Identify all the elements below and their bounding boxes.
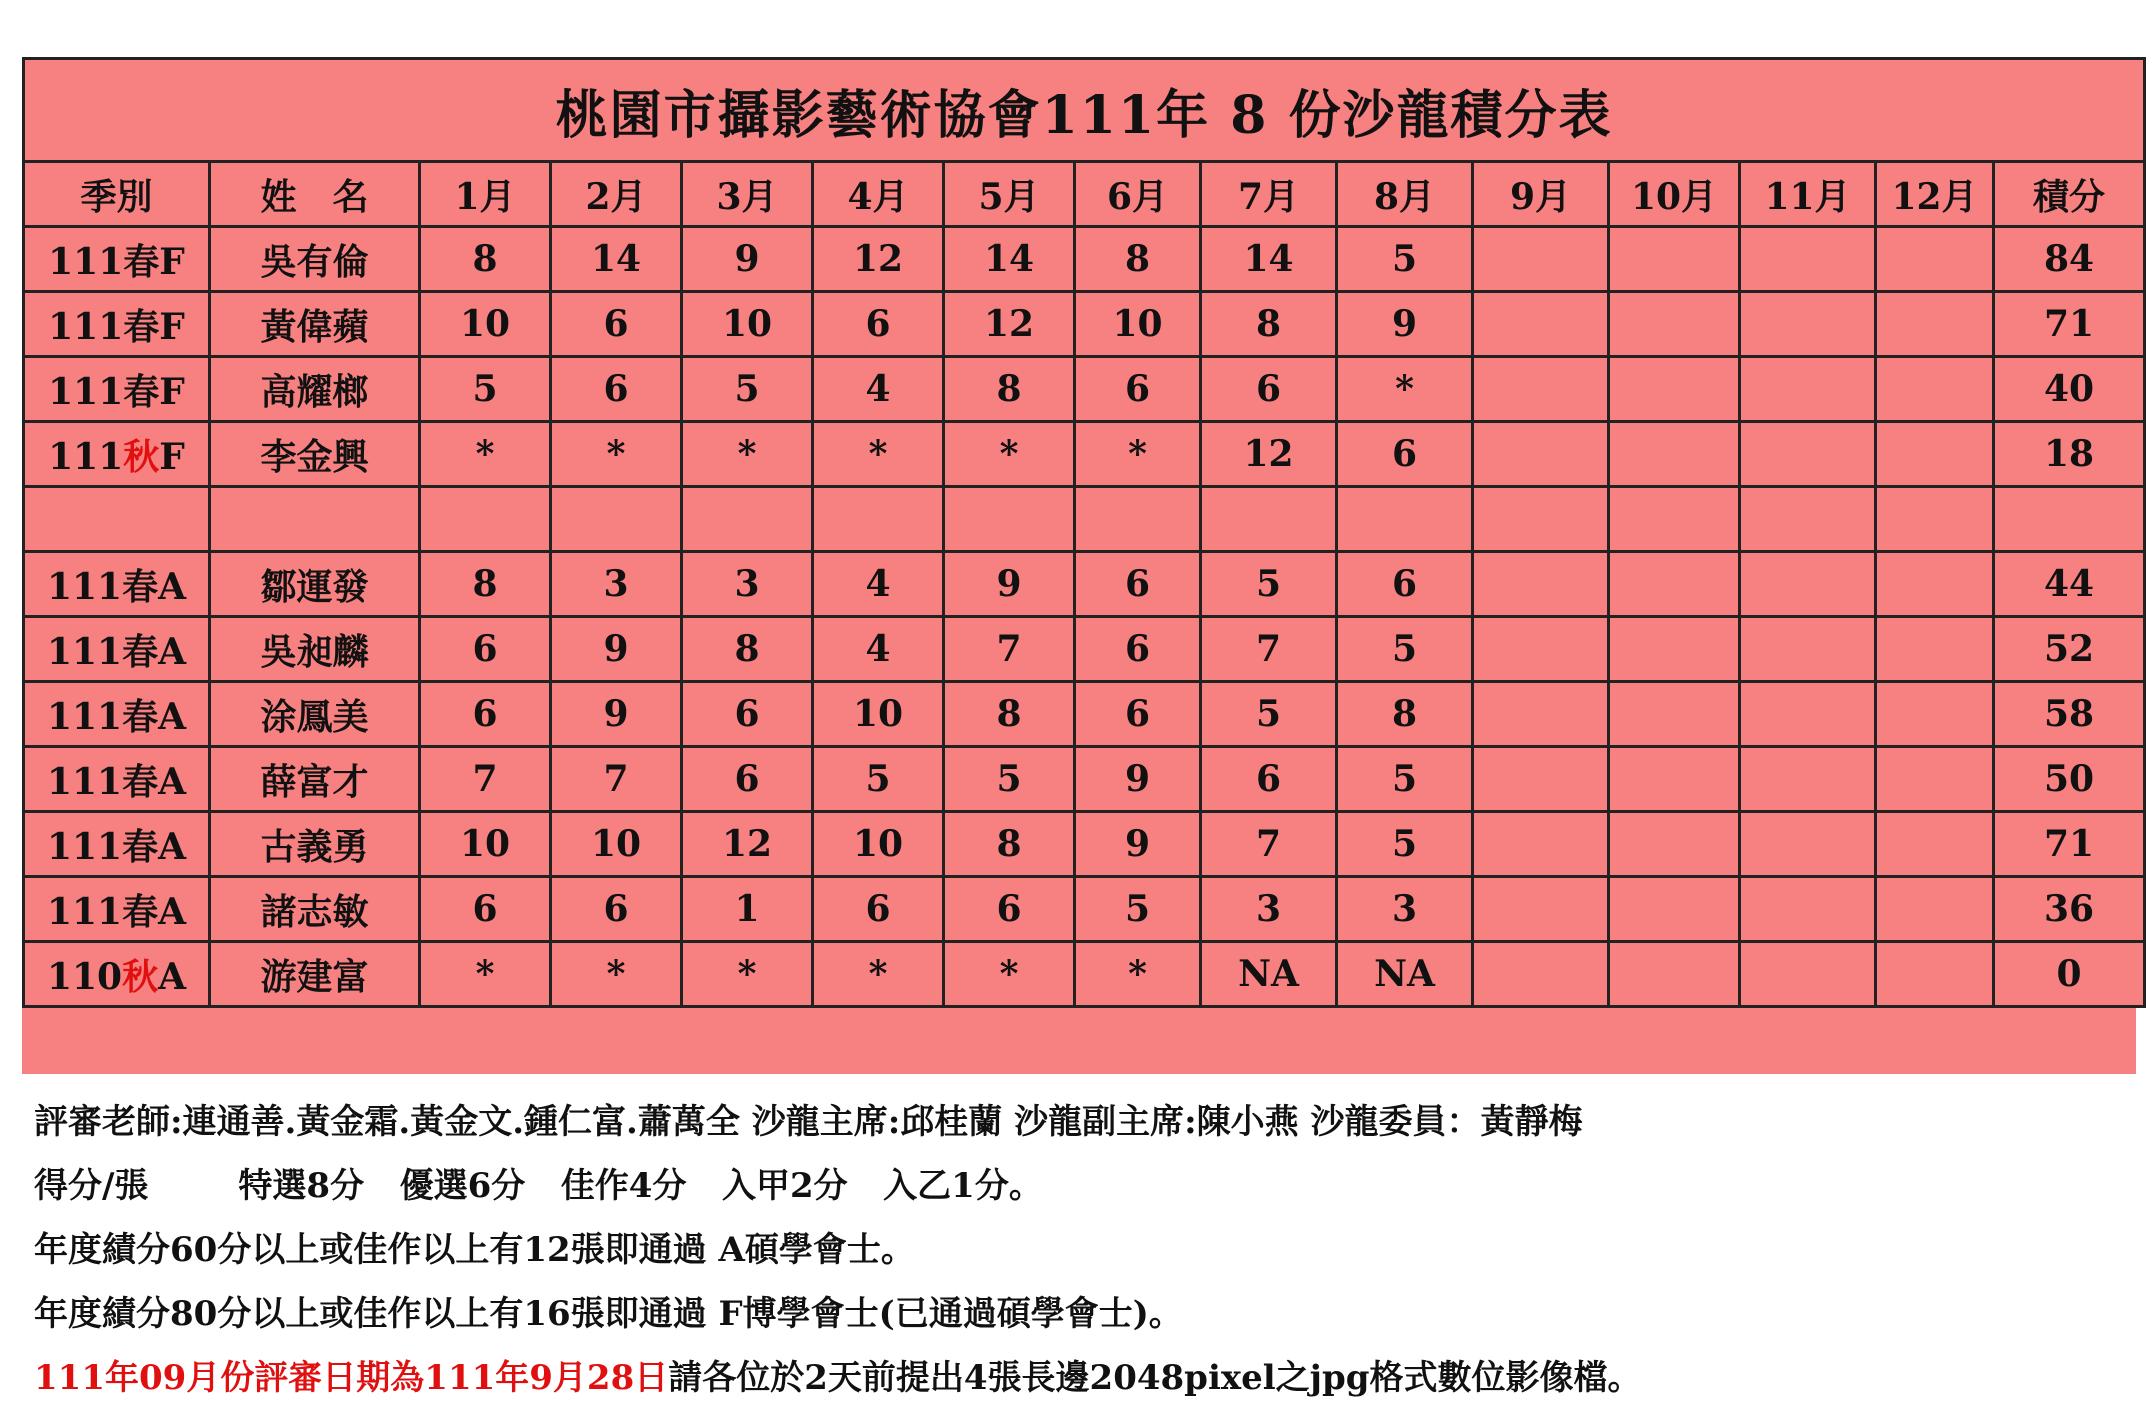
score-cell: 8 — [420, 552, 551, 617]
total-cell: 18 — [1994, 422, 2145, 487]
empty-cell — [1740, 487, 1876, 552]
total-cell: 71 — [1994, 292, 2145, 357]
score-cell: 6 — [551, 292, 682, 357]
column-header: 4月 — [813, 162, 944, 227]
table-row — [24, 682, 2145, 747]
table-row — [24, 617, 2145, 682]
empty-cell — [944, 487, 1075, 552]
score-cell: 6 — [944, 877, 1075, 942]
empty-cell — [1994, 487, 2145, 552]
score-cell — [1473, 682, 1609, 747]
score-cell: 5 — [1337, 227, 1473, 292]
score-cell: 3 — [1337, 877, 1473, 942]
notes-section — [34, 1090, 1642, 1410]
score-cell: 6 — [420, 682, 551, 747]
points-item: 優選6分 — [399, 1166, 526, 1206]
member-name-cell: 薛富才 — [210, 747, 420, 812]
member-name-cell: 諸志敏 — [210, 877, 420, 942]
season-cell: 111春A — [24, 747, 210, 812]
score-cell: 10 — [813, 812, 944, 877]
score-cell: 9 — [1075, 812, 1201, 877]
score-cell — [1609, 552, 1740, 617]
season-cell: 111春A — [24, 552, 210, 617]
total-cell: 36 — [1994, 877, 2145, 942]
column-header: 9月 — [1473, 162, 1609, 227]
season-cell: 111春A — [24, 877, 210, 942]
score-cell — [1609, 682, 1740, 747]
score-cell — [1740, 877, 1876, 942]
member-name-cell: 吳有倫 — [210, 227, 420, 292]
total-cell: 44 — [1994, 552, 2145, 617]
score-cell: 5 — [1201, 552, 1337, 617]
score-cell: 10 — [420, 292, 551, 357]
score-cell: 5 — [1337, 617, 1473, 682]
score-cell — [1473, 617, 1609, 682]
score-cell: 5 — [1075, 877, 1201, 942]
score-cell: 9 — [1075, 747, 1201, 812]
total-cell: 50 — [1994, 747, 2145, 812]
column-header: 7月 — [1201, 162, 1337, 227]
score-cell — [1740, 552, 1876, 617]
score-cell: 6 — [1075, 357, 1201, 422]
score-cell: 6 — [682, 682, 813, 747]
score-cell — [1740, 292, 1876, 357]
score-cell — [1609, 617, 1740, 682]
score-cell: 6 — [1075, 617, 1201, 682]
table-footer-band — [22, 1008, 2136, 1074]
score-cell: 7 — [1201, 812, 1337, 877]
score-cell: 6 — [1201, 747, 1337, 812]
score-cell — [1740, 812, 1876, 877]
score-cell: 6 — [1337, 552, 1473, 617]
table-row — [24, 227, 2145, 292]
score-cell: * — [813, 422, 944, 487]
score-cell — [1876, 617, 1994, 682]
score-cell — [1473, 877, 1609, 942]
score-cell — [1740, 682, 1876, 747]
score-cell — [1740, 357, 1876, 422]
score-cell: 8 — [1201, 292, 1337, 357]
score-cell: 8 — [944, 812, 1075, 877]
season-cell: 110秋A — [24, 942, 210, 1007]
score-cell: 10 — [551, 812, 682, 877]
score-cell — [1876, 877, 1994, 942]
empty-cell — [1337, 487, 1473, 552]
column-header: 8月 — [1337, 162, 1473, 227]
member-name-cell: 鄒運發 — [210, 552, 420, 617]
score-cell — [1473, 552, 1609, 617]
score-cell — [1876, 292, 1994, 357]
score-sheet — [22, 57, 2136, 1074]
score-cell: * — [1075, 942, 1201, 1007]
deadline-line — [34, 1346, 1642, 1410]
score-cell: 6 — [813, 292, 944, 357]
score-cell: 9 — [551, 617, 682, 682]
score-cell: 12 — [944, 292, 1075, 357]
score-cell — [1876, 422, 1994, 487]
member-name-cell: 古義勇 — [210, 812, 420, 877]
score-cell: 8 — [1337, 682, 1473, 747]
score-cell: 5 — [420, 357, 551, 422]
score-cell: 8 — [944, 682, 1075, 747]
score-cell: 4 — [813, 617, 944, 682]
season-cell: 111春F — [24, 292, 210, 357]
season-cell: 111春A — [24, 682, 210, 747]
page-title: 桃園市攝影藝術協會111年 8 份沙龍積分表 — [24, 59, 2145, 162]
score-table — [22, 57, 2146, 1008]
score-cell: NA — [1337, 942, 1473, 1007]
score-cell: 6 — [1201, 357, 1337, 422]
score-cell: 14 — [944, 227, 1075, 292]
score-cell: * — [682, 942, 813, 1007]
column-header: 6月 — [1075, 162, 1201, 227]
column-header: 2月 — [551, 162, 682, 227]
score-cell: 4 — [813, 552, 944, 617]
points-item: 特選8分 — [238, 1166, 365, 1206]
score-cell: 8 — [944, 357, 1075, 422]
season-cell: 111春A — [24, 617, 210, 682]
score-cell — [1609, 292, 1740, 357]
score-cell — [1740, 617, 1876, 682]
score-cell: 10 — [682, 292, 813, 357]
score-cell: * — [944, 422, 1075, 487]
score-cell: 6 — [420, 877, 551, 942]
column-header: 10月 — [1609, 162, 1740, 227]
score-cell: * — [1075, 422, 1201, 487]
score-cell: 10 — [1075, 292, 1201, 357]
score-cell: * — [551, 942, 682, 1007]
empty-cell — [210, 487, 420, 552]
empty-cell — [1876, 487, 1994, 552]
season-cell: 111秋F — [24, 422, 210, 487]
member-name-cell: 涂鳳美 — [210, 682, 420, 747]
score-cell: 8 — [420, 227, 551, 292]
season-cell: 111春A — [24, 812, 210, 877]
member-name-cell: 吳昶麟 — [210, 617, 420, 682]
score-cell: 7 — [1201, 617, 1337, 682]
rule-f-line: 年度績分80分以上或佳作以上有16張即通過 F博學會士(已通過碩學會士)。 — [34, 1294, 1183, 1334]
deadline-instructions: 請各位於2天前提出4張長邊2048pixel之jpg格式數位影像檔。 — [668, 1358, 1642, 1398]
score-cell: 9 — [1337, 292, 1473, 357]
score-cell: 10 — [420, 812, 551, 877]
table-row — [24, 422, 2145, 487]
member-name-cell: 黃偉蘋 — [210, 292, 420, 357]
score-cell — [1473, 357, 1609, 422]
score-cell: 6 — [1075, 682, 1201, 747]
score-cell: 3 — [682, 552, 813, 617]
score-cell: 14 — [551, 227, 682, 292]
score-cell: 6 — [682, 747, 813, 812]
score-cell: NA — [1201, 942, 1337, 1007]
table-row — [24, 357, 2145, 422]
score-cell: 6 — [813, 877, 944, 942]
score-cell — [1876, 747, 1994, 812]
header-row — [24, 162, 2145, 227]
column-header: 3月 — [682, 162, 813, 227]
score-cell — [1609, 422, 1740, 487]
score-cell — [1473, 812, 1609, 877]
score-cell — [1473, 422, 1609, 487]
score-cell: 5 — [1201, 682, 1337, 747]
score-cell — [1473, 942, 1609, 1007]
score-cell — [1609, 877, 1740, 942]
score-cell — [1876, 812, 1994, 877]
score-cell — [1473, 292, 1609, 357]
score-cell — [1740, 422, 1876, 487]
score-cell: 8 — [1075, 227, 1201, 292]
empty-cell — [1201, 487, 1337, 552]
empty-cell — [1473, 487, 1609, 552]
score-cell: 5 — [1337, 812, 1473, 877]
score-cell: 3 — [551, 552, 682, 617]
score-cell: 9 — [682, 227, 813, 292]
column-header: 季別 — [24, 162, 210, 227]
score-cell — [1609, 942, 1740, 1007]
judges-line: 評審老師:連通善.黃金霜.黃金文.鍾仁富.蕭萬全 沙龍主席:邱桂蘭 沙龍副主席:陳小燕 沙龍委員：黃靜梅 — [34, 1102, 1583, 1142]
score-cell — [1876, 552, 1994, 617]
member-name-cell: 游建富 — [210, 942, 420, 1007]
score-cell: 7 — [944, 617, 1075, 682]
empty-cell — [551, 487, 682, 552]
score-cell — [1740, 227, 1876, 292]
table-row — [24, 942, 2145, 1007]
score-cell: * — [551, 422, 682, 487]
total-cell: 40 — [1994, 357, 2145, 422]
table-row — [24, 552, 2145, 617]
score-cell: * — [420, 422, 551, 487]
column-header: 1月 — [420, 162, 551, 227]
score-cell: * — [813, 942, 944, 1007]
score-cell: 10 — [813, 682, 944, 747]
score-cell: 7 — [420, 747, 551, 812]
total-cell: 0 — [1994, 942, 2145, 1007]
points-item: 入乙1分。 — [883, 1166, 1043, 1206]
score-cell: 3 — [1201, 877, 1337, 942]
score-cell: 8 — [682, 617, 813, 682]
score-cell: 9 — [944, 552, 1075, 617]
empty-cell — [420, 487, 551, 552]
total-cell: 71 — [1994, 812, 2145, 877]
score-cell — [1473, 747, 1609, 812]
column-header: 12月 — [1876, 162, 1994, 227]
score-cell — [1876, 357, 1994, 422]
season-cell: 111春F — [24, 357, 210, 422]
score-cell: 5 — [813, 747, 944, 812]
score-cell: * — [682, 422, 813, 487]
total-cell: 84 — [1994, 227, 2145, 292]
total-cell: 52 — [1994, 617, 2145, 682]
score-cell: 12 — [1201, 422, 1337, 487]
score-cell: * — [420, 942, 551, 1007]
score-cell: 7 — [551, 747, 682, 812]
table-row — [24, 812, 2145, 877]
score-cell — [1740, 747, 1876, 812]
empty-cell — [813, 487, 944, 552]
score-cell: 5 — [944, 747, 1075, 812]
member-name-cell: 高耀榔 — [210, 357, 420, 422]
score-cell — [1609, 357, 1740, 422]
score-cell: 6 — [420, 617, 551, 682]
table-row — [24, 292, 2145, 357]
score-cell: 1 — [682, 877, 813, 942]
empty-cell — [24, 487, 210, 552]
points-line — [34, 1154, 1642, 1218]
table-row — [24, 747, 2145, 812]
score-cell — [1609, 812, 1740, 877]
points-item: 佳作4分 — [560, 1166, 687, 1206]
score-cell: 5 — [682, 357, 813, 422]
points-item: 入甲2分 — [721, 1166, 848, 1206]
column-header: 5月 — [944, 162, 1075, 227]
score-cell: 12 — [813, 227, 944, 292]
score-cell — [1876, 942, 1994, 1007]
score-cell — [1609, 227, 1740, 292]
rule-a-line: 年度績分60分以上或佳作以上有12張即通過 A碩學會士。 — [34, 1230, 915, 1270]
column-header: 姓 名 — [210, 162, 420, 227]
score-cell: 12 — [682, 812, 813, 877]
total-cell: 58 — [1994, 682, 2145, 747]
deadline-date: 111年09月份評審日期為111年9月28日 — [34, 1358, 669, 1398]
score-cell — [1876, 227, 1994, 292]
column-header: 積分 — [1994, 162, 2145, 227]
score-cell: 6 — [551, 357, 682, 422]
table-row-spacer — [24, 487, 2145, 552]
score-cell — [1876, 682, 1994, 747]
column-header: 11月 — [1740, 162, 1876, 227]
season-cell: 111春F — [24, 227, 210, 292]
score-cell: 6 — [551, 877, 682, 942]
empty-cell — [682, 487, 813, 552]
member-name-cell: 李金興 — [210, 422, 420, 487]
points-label: 得分/張 — [34, 1166, 149, 1206]
table-row — [24, 877, 2145, 942]
score-cell — [1609, 747, 1740, 812]
score-cell: 14 — [1201, 227, 1337, 292]
score-cell: 6 — [1337, 422, 1473, 487]
score-cell — [1740, 942, 1876, 1007]
score-cell: * — [1337, 357, 1473, 422]
score-cell: 4 — [813, 357, 944, 422]
score-cell: 9 — [551, 682, 682, 747]
empty-cell — [1075, 487, 1201, 552]
empty-cell — [1609, 487, 1740, 552]
score-cell: * — [944, 942, 1075, 1007]
score-cell — [1473, 227, 1609, 292]
score-cell: 5 — [1337, 747, 1473, 812]
score-cell: 6 — [1075, 552, 1201, 617]
